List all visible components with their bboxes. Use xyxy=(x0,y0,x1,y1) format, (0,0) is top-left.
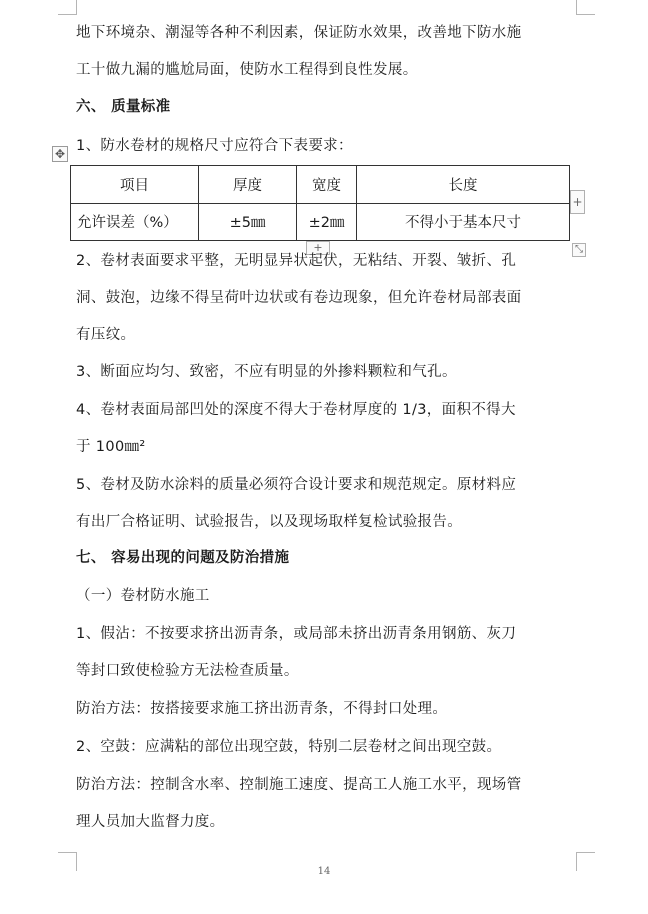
margin-corner-top-right xyxy=(576,0,595,15)
paragraph-line: 1、防水卷材的规格尺寸应符合下表要求： xyxy=(76,138,353,154)
paragraph-line: 工十做九漏的尴尬局面，使防水工程得到良性发展。 xyxy=(76,62,418,78)
paragraph-line: 有压纹。 xyxy=(76,327,136,343)
paragraph-line: 2、卷材表面要求平整，无明显异状起伏，无粘结、开裂、皱折、孔 xyxy=(76,253,517,269)
subheading: （一）卷材防水施工 xyxy=(76,588,210,604)
paragraph-line: 理人员加大监督力度。 xyxy=(76,814,225,830)
paragraph-line: 5、卷材及防水涂料的质量必须符合设计要求和规范规定。原材料应 xyxy=(76,477,517,493)
paragraph-line: 3、断面应均匀、致密，不应有明显的外掺料颗粒和气孔。 xyxy=(76,364,457,380)
paragraph-line: 于 100㎜² xyxy=(76,439,146,455)
paragraph-line: 地下环境杂、潮湿等各种不利因素，保证防水效果，改善地下防水施 xyxy=(76,25,522,41)
paragraph-line: 防治方法：按搭接要求施工挤出沥青条，不得封口处理。 xyxy=(76,701,448,717)
table-move-handle-icon[interactable]: ✥ xyxy=(52,146,68,162)
paragraph-line: 洞、鼓泡，边缘不得呈荷叶边状或有卷边现象，但允许卷材局部表面 xyxy=(76,290,522,306)
table-header-cell[interactable]: 长度 xyxy=(357,166,570,204)
add-row-plus-icon[interactable]: + xyxy=(306,241,330,255)
paragraph-line: 2、空鼓：应满粘的部位出现空鼓，特别二层卷材之间出现空鼓。 xyxy=(76,739,502,755)
paragraph-line: 4、卷材表面局部凹处的深度不得大于卷材厚度的 1/3，面积不得大 xyxy=(76,402,516,418)
spec-table xyxy=(70,165,570,241)
table-row xyxy=(71,203,570,241)
paragraph-line: 有出厂合格证明、试验报告，以及现场取样复检试验报告。 xyxy=(76,514,463,530)
table-cell[interactable]: 允许误差（%） xyxy=(71,203,199,241)
table-cell[interactable]: ±5㎜ xyxy=(199,203,297,241)
section-heading-7: 七、 容易出现的问题及防治措施 xyxy=(76,550,290,566)
table-header-cell[interactable]: 厚度 xyxy=(199,166,297,204)
table-header-cell[interactable]: 宽度 xyxy=(297,166,357,204)
margin-corner-top-left xyxy=(58,0,77,15)
paragraph-line: 等封口致使检验方无法检查质量。 xyxy=(76,663,299,679)
paragraph-line: 防治方法：控制含水率、控制施工速度、提高工人施工水平，现场管 xyxy=(76,777,522,793)
add-column-plus-icon[interactable]: + xyxy=(570,190,585,214)
table-resize-icon[interactable]: ⤡ xyxy=(572,243,586,257)
table-header-row xyxy=(71,166,570,204)
section-heading-6: 六、 质量标准 xyxy=(76,99,171,115)
table-header-cell[interactable]: 项目 xyxy=(71,166,199,204)
paragraph-line: 1、假沾：不按要求挤出沥青条，或局部未挤出沥青条用钢筋、灰刀 xyxy=(76,626,517,642)
table-cell[interactable]: 不得小于基本尺寸 xyxy=(357,203,570,241)
table-cell[interactable]: ±2㎜ xyxy=(297,203,357,241)
page-number: 14 xyxy=(317,866,331,877)
